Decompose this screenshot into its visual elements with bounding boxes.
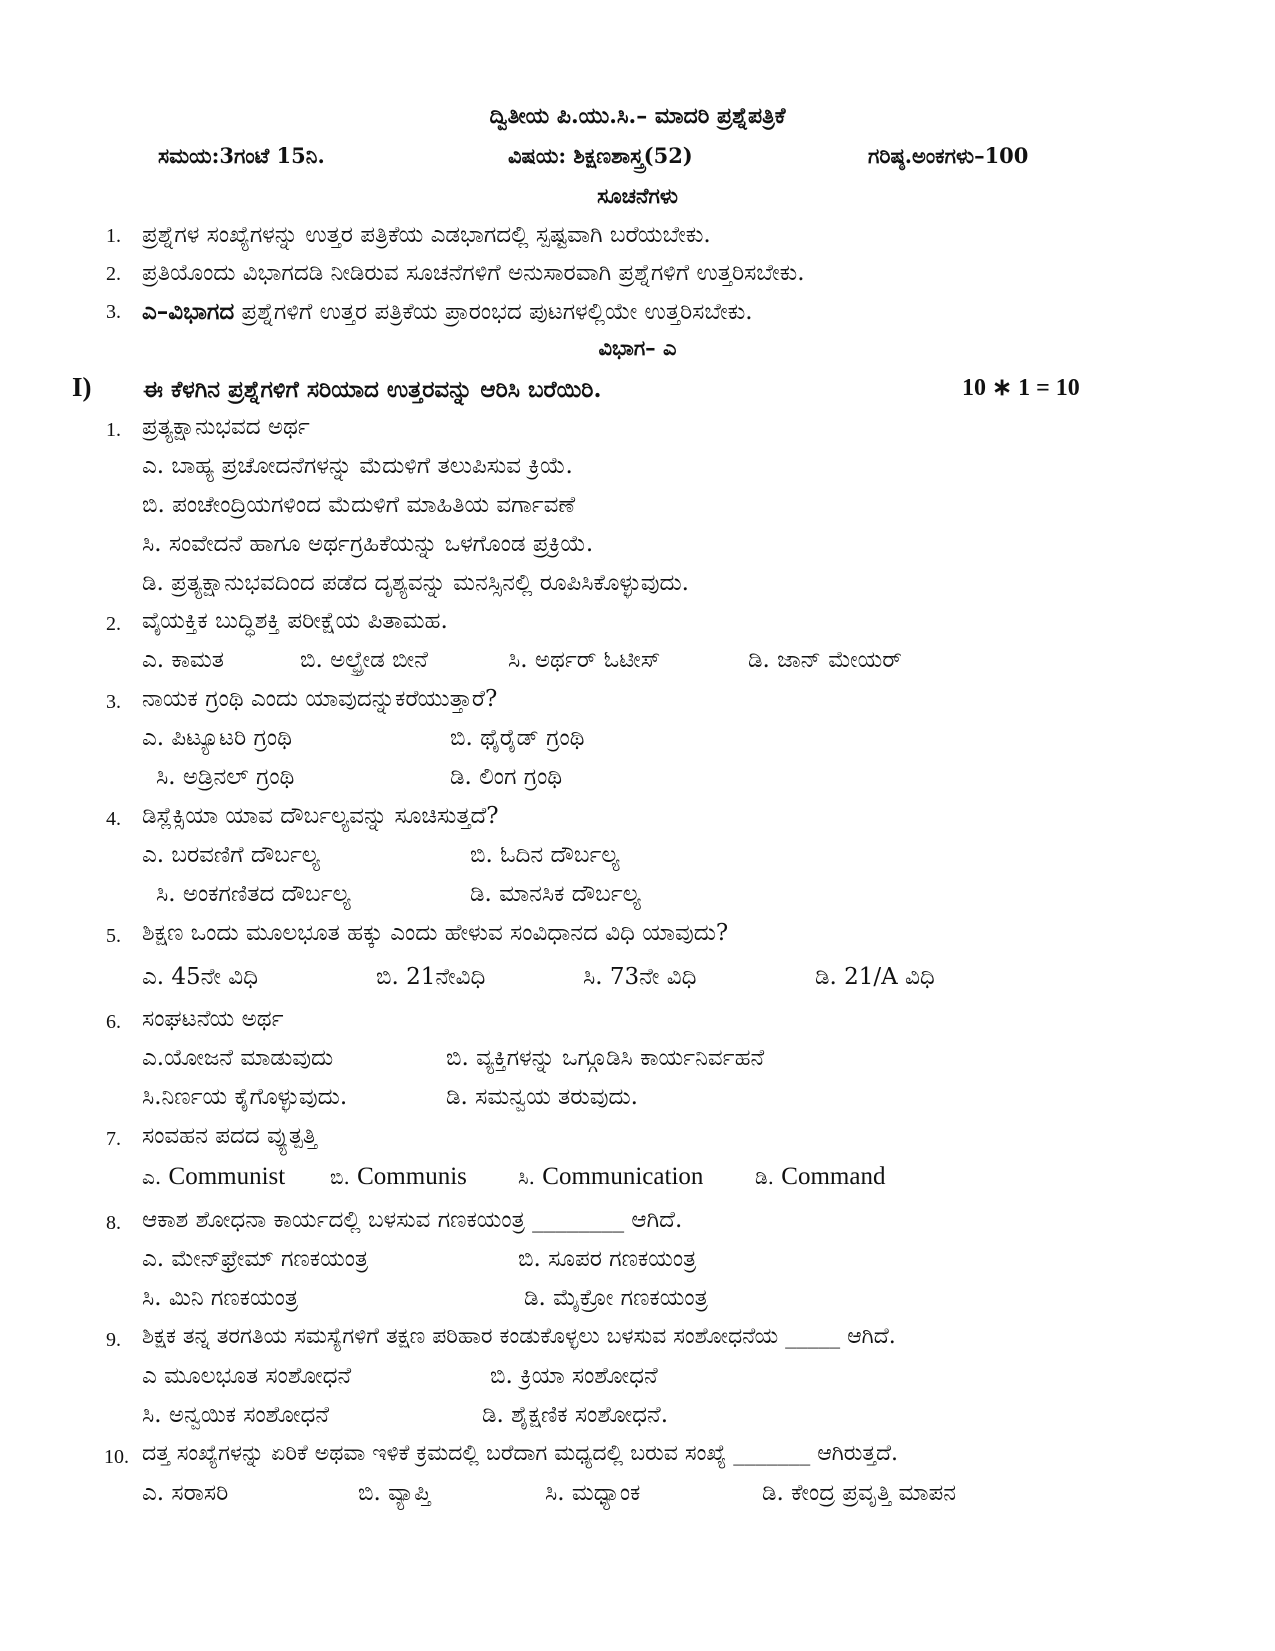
option-word: Command [781, 1163, 886, 1190]
option: ಸಿ. ಸಂವೇದನೆ ಹಾಗೂ ಅರ್ಥಗ್ರಹಿಕೆಯನ್ನು ಒಳಗೊಂಡ ಪ್ರಕ್ರಿಯೆ. [142, 531, 594, 557]
paper-title: ದ್ವಿತೀಯ ಪಿ.ಯು.ಸಿ.– ಮಾದರಿ ಪ್ರಶ್ನೆಪತ್ರಿಕೆ [489, 103, 786, 129]
option: ಎ. ಮೇನ್‌ಫ್ರೇಮ್ ಗಣಕಯಂತ್ರ [142, 1246, 369, 1272]
instruction-number: 1. [106, 225, 121, 247]
question-text: ಶಿಕ್ಷಣ ಒಂದು ಮೂಲಭೂತ ಹಕ್ಕು ಎಂದು ಹೇಳುವ ಸಂವಿಧಾನದ ವಿಧಿ ಯಾವುದು? [142, 920, 729, 946]
instructions-heading: ಸೂಚನೆಗಳು [597, 183, 678, 208]
option: ಡಿ. ಕೇಂದ್ರ ಪ್ರವೃತ್ತಿ ಮಾಪನ [762, 1480, 957, 1506]
option: ಬಿ. ವ್ಯಕ್ತಿಗಳನ್ನು ಒಗ್ಗೂಡಿಸಿ ಕಾರ್ಯನಿರ್ವಹನೆ [446, 1045, 765, 1071]
option [330, 1163, 467, 1191]
option-word: Communication [542, 1163, 704, 1190]
option: ಸಿ. ಅರ್ಥರ್ ಓಟೀಸ್ [508, 647, 661, 673]
question-text: ಸಂಘಟನೆಯ ಅರ್ಥ [142, 1006, 284, 1032]
option: ಡಿ. 21/A ವಿಧಿ [815, 964, 935, 990]
option: ಬಿ. ಓದಿನ ದೌರ್ಬಲ್ಯ [470, 842, 620, 868]
option: ಎ. ಬರವಣಿಗೆ ದೌರ್ಬಲ್ಯ [142, 842, 320, 868]
section-marks: 10 ∗ 1 = 10 [962, 375, 1080, 401]
option: ಎ. ಬಾಹ್ಯ ಪ್ರಚೋದನೆಗಳನ್ನು ಮೆದುಳಿಗೆ ತಲುಪಿಸುವ ಕ್ರಿಯೆ. [142, 453, 573, 479]
option-prefix: ಡಿ. [755, 1165, 774, 1189]
section-roman: I) [72, 372, 92, 402]
option [518, 1163, 703, 1191]
option: ಡಿ. ಜಾನ್ ಮೇಯರ್ [748, 647, 902, 673]
option: ಡಿ. ಶೈಕ್ಷಣಿಕ ಸಂಶೋಧನೆ. [482, 1402, 669, 1428]
option: ಸಿ. ಮಿನಿ ಗಣಕಯಂತ್ರ [142, 1285, 299, 1311]
question-number: 1. [106, 419, 121, 441]
question-text: ಡಿಸ್ಲೆಕ್ಸಿಯಾ ಯಾವ ದೌರ್ಬಲ್ಯವನ್ನು ಸೂಚಿಸುತ್ತದೆ? [142, 803, 499, 829]
option: ಬಿ. ಪಂಚೇಂದ್ರಿಯಗಳಿಂದ ಮೆದುಳಿಗೆ ಮಾಹಿತಿಯ ವರ್ಗಾವಣೆ [142, 492, 576, 518]
option: ಸಿ.ನಿರ್ಣಯ ಕೈಗೊಳ್ಳುವುದು. [142, 1084, 348, 1110]
question-text: ವೈಯಕ್ತಿಕ ಬುದ್ಧಿಶಕ್ತಿ ಪರೀಕ್ಷೆಯ ಪಿತಾಮಹ. [142, 608, 448, 634]
instruction-text: ಪ್ರತಿಯೊಂದು ವಿಭಾಗದಡಿ ನೀಡಿರುವ ಸೂಚನೆಗಳಿಗೆ ಅನುಸಾರವಾಗಿ ಪ್ರಶ್ನೆಗಳಿಗೆ ಉತ್ತರಿಸಬೇಕು. [142, 260, 805, 286]
option: ಎ. ಕಾಮತ [142, 647, 224, 673]
option [755, 1163, 885, 1191]
section-heading: ವಿಭಾಗ– ಎ [598, 335, 677, 360]
option: ಡಿ. ಮೈಕ್ರೋ ಗಣಕಯಂತ್ರ [524, 1285, 708, 1311]
question-number: 5. [106, 925, 121, 947]
option: ಬಿ. ಕ್ರಿಯಾ ಸಂಶೋಧನೆ [490, 1363, 658, 1389]
question-number: 2. [106, 613, 121, 635]
question-text: ನಾಯಕ ಗ್ರಂಥಿ ಎಂದು ಯಾವುದನ್ನುಕರೆಯುತ್ತಾರೆ? [142, 686, 498, 712]
question-text: ಪ್ರತ್ಯಕ್ಷಾನುಭವದ ಅರ್ಥ [142, 414, 310, 440]
option: ಸಿ. 73ನೇ ವಿಧಿ [583, 964, 697, 990]
option: ಡಿ. ಮಾನಸಿಕ ದೌರ್ಬಲ್ಯ [470, 881, 641, 907]
option: ಡಿ. ಪ್ರತ್ಯಕ್ಷಾನುಭವದಿಂದ ಪಡೆದ ದೃಶ್ಯವನ್ನು ಮನಸ್ಸಿನಲ್ಲಿ ರೂಪಿಸಿಕೊಳ್ಳುವುದು. [142, 570, 689, 596]
question-number: 8. [106, 1212, 121, 1234]
option [142, 1163, 285, 1191]
instruction-number: 3. [106, 301, 121, 323]
question-number: 7. [106, 1128, 121, 1150]
option: ಬಿ. ಅಲ್ಫ್ರೇಡ ಬೀನೆ [300, 647, 428, 673]
option-prefix: ಸಿ. [518, 1165, 535, 1189]
option-prefix: ಎ. [142, 1165, 162, 1189]
option: ಸಿ. ಅನ್ವಯಿಕ ಸಂಶೋಧನೆ [142, 1402, 330, 1428]
instruction-text [142, 298, 753, 325]
option-word: Communis [357, 1163, 467, 1190]
question-text: ದತ್ತ ಸಂಖ್ಯೆಗಳನ್ನು ಏರಿಕೆ ಅಥವಾ ಇಳಿಕೆ ಕ್ರಮದಲ್ಲಿ ಬರೆದಾಗ ಮಧ್ಯದಲ್ಲಿ ಬರುವ ಸಂಖ್ಯೆ _______ ಆಗಿರುತ್ತದೆ. [142, 1441, 899, 1466]
option: ಡಿ. ಸಮನ್ವಯ ತರುವುದು. [446, 1084, 638, 1110]
option: ಸಿ. ಅಡ್ರಿನಲ್ ಗ್ರಂಥಿ [156, 764, 295, 790]
question-text: ಆಕಾಶ ಶೋಧನಾ ಕಾರ್ಯದಲ್ಲಿ ಬಳಸುವ ಗಣಕಯಂತ್ರ ________ ಆಗಿದೆ. [142, 1207, 683, 1233]
option: ಎ.ಯೋಜನೆ ಮಾಡುವುದು [142, 1045, 334, 1071]
question-text: ಶಿಕ್ಷಕ ತನ್ನ ತರಗತಿಯ ಸಮಸ್ಯೆಗಳಿಗೆ ತಕ್ಷಣ ಪರಿಹಾರ ಕಂಡುಕೊಳ್ಳಲು ಬಳಸುವ ಸಂಶೋಧನೆಯ _____ ಆಗಿದೆ. [142, 1324, 896, 1349]
subject: ವಿಷಯ: ಶಿಕ್ಷಣಶಾಸ್ತ್ರ(52) [508, 143, 693, 168]
option: ಎ. ಪಿಟ್ಯೂಟರಿ ಗ್ರಂಥಿ [142, 725, 292, 751]
question-number: 10. [104, 1446, 129, 1468]
question-number: 6. [106, 1011, 121, 1033]
instruction-rest: ಪ್ರಶ್ನೆಗಳಿಗೆ ಉತ್ತರ ಪತ್ರಿಕೆಯ ಪ್ರಾರಂಭದ ಪುಟಗಳಲ್ಲಿಯೇ ಉತ್ತರಿಸಬೇಕು. [234, 299, 753, 325]
question-number: 3. [106, 691, 121, 713]
instruction-number: 2. [106, 263, 121, 285]
option: ಎ ಮೂಲಭೂತ ಸಂಶೋಧನೆ [142, 1363, 352, 1389]
max-marks: ಗರಿಷ್ಠ.ಅಂಕಗಳು–100 [868, 143, 1029, 168]
option: ಬಿ. 21ನೇವಿಧಿ [376, 964, 486, 990]
question-number: 9. [106, 1329, 121, 1351]
option: ಬಿ. ಸೂಪರ ಗಣಕಯಂತ್ರ [518, 1246, 697, 1272]
time-allowed: ಸಮಯ:3ಗಂಟೆ 15ನಿ. [158, 143, 325, 168]
instruction-text: ಪ್ರಶ್ನೆಗಳ ಸಂಖ್ಯೆಗಳನ್ನು ಉತ್ತರ ಪತ್ರಿಕೆಯ ಎಡಭಾಗದಲ್ಲಿ ಸ್ಪಷ್ಟವಾಗಿ ಬರೆಯಬೇಕು. [142, 222, 711, 248]
question-number: 4. [106, 808, 121, 830]
section-instruction: ಈ ಕೆಳಗಿನ ಪ್ರಶ್ನೆಗಳಿಗೆ ಸರಿಯಾದ ಉತ್ತರವನ್ನು ಆರಿಸಿ ಬರೆಯಿರಿ. [143, 376, 602, 403]
option-word: Communist [168, 1163, 286, 1190]
option: ಎ. 45ನೇ ವಿಧಿ [142, 964, 258, 990]
question-text: ಸಂವಹನ ಪದದ ವ್ಯುತ್ಪತ್ತಿ [142, 1123, 318, 1149]
option: ಬಿ. ಥೈರೈಡ್ ಗ್ರಂಥಿ [450, 725, 585, 751]
instruction-bold: ಎ–ವಿಭಾಗದ [142, 298, 235, 325]
option-prefix: ಬಿ. [330, 1165, 350, 1189]
option: ಎ. ಸರಾಸರಿ [142, 1480, 229, 1506]
option: ಬಿ. ವ್ಯಾಪ್ತಿ [358, 1480, 431, 1506]
option: ಸಿ. ಮಧ್ಯಾಂಕ [545, 1480, 641, 1506]
option: ಡಿ. ಲಿಂಗ ಗ್ರಂಥಿ [450, 764, 563, 790]
option: ಸಿ. ಅಂಕಗಣಿತದ ದೌರ್ಬಲ್ಯ [156, 881, 351, 907]
